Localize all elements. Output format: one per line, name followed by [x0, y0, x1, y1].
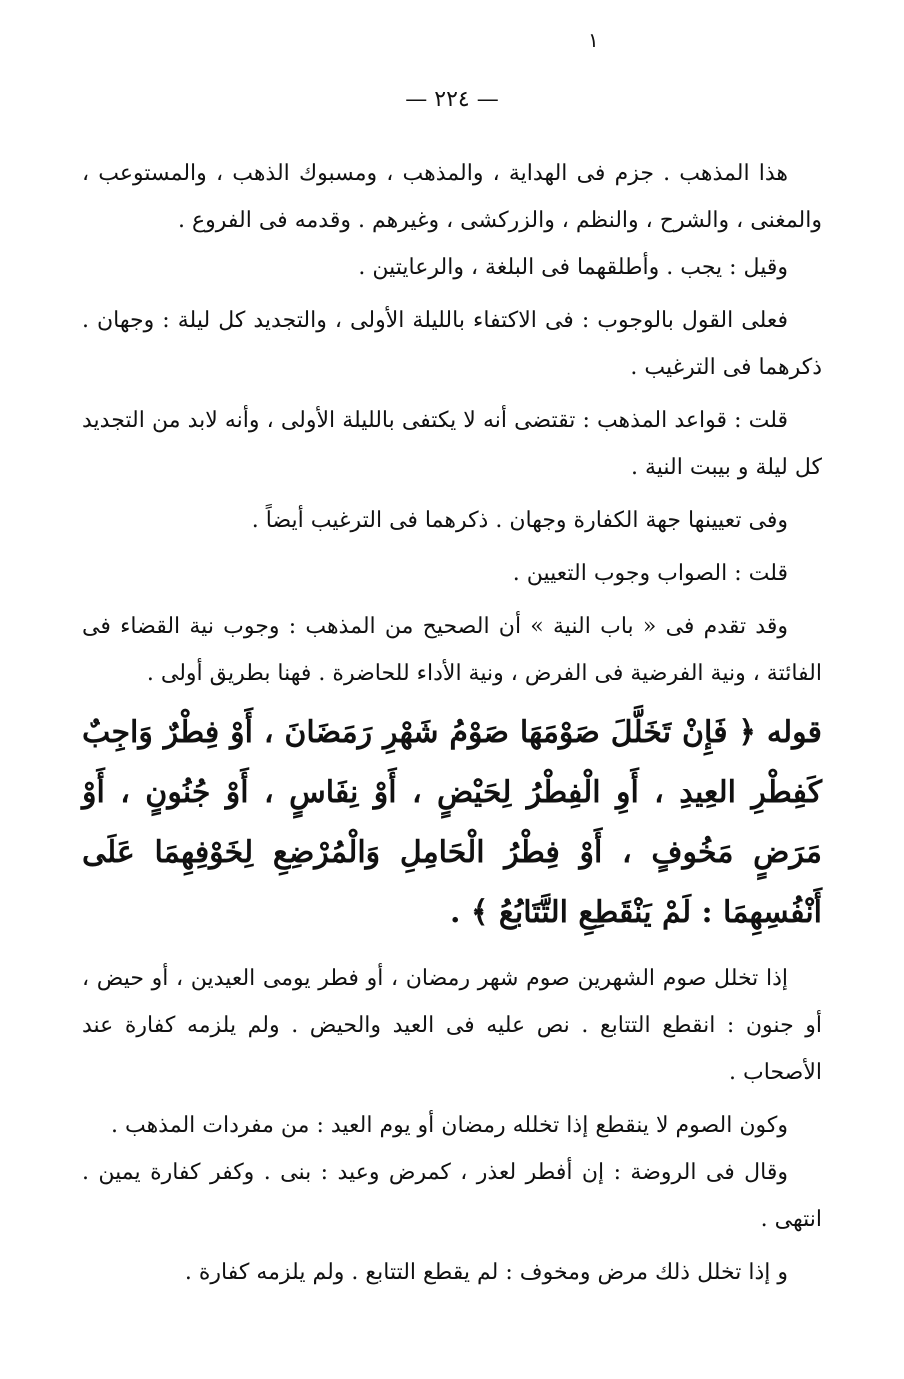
- paragraph-11: و إذا تخلل ذلك مرض ومخوف : لم يقطع التتابع . ولم يلزمه كفارة .: [184, 1260, 788, 1285]
- paragraph-2: وقيل : يجب . وأطلقهما فى البلغة ، والرعايتين .: [358, 255, 788, 280]
- paragraph-9: وكون الصوم لا ينقطع إذا تخلله رمضان أو يوم العيد : من مفردات المذهب .: [110, 1113, 788, 1138]
- paragraph-1: هذا المذهب . جزم فى الهداية ، والمذهب ، ومسبوك الذهب ، والمستوعب ، والمغنى ، والشرح ، والنظم ، والزركشى ، وغيرهم . وقدمه فى الفروع .: [82, 161, 822, 233]
- page-number: — ٢٢٤ —: [405, 87, 499, 112]
- quoted-text-heading: [82, 703, 822, 943]
- paragraph-7: وقد تقدم فى « باب النية » أن الصحيح من المذهب : وجوب نية القضاء فى الفائتة ، ونية الفرضية فى الفرض ، ونية الأداء للحاضرة . فهنا بطريق أولى .: [82, 614, 822, 686]
- paragraph-3: فعلى القول بالوجوب : فى الاكتفاء بالليلة الأولى ، والتجديد كل ليلة : وجهان . ذكرهما فى الترغيب .: [82, 308, 822, 380]
- heading-lead: قوله: [766, 715, 822, 750]
- paragraph-6: قلت : الصواب وجوب التعيين .: [512, 561, 788, 586]
- top-mark: ١: [588, 28, 599, 52]
- paragraph-5: وفى تعيينها جهة الكفارة وجهان . ذكرهما فى الترغيب أيضاً .: [251, 508, 788, 533]
- heading-text: ﴿ فَإِنْ تَخَلَّلَ صَوْمَهَا صَوْمُ شَهْرِ رَمَضَانَ ، أَوْ فِطْرٌ وَاجِبٌ كَفِطْرِ العِيدِ ، أَوِ الْفِطْرُ لِحَيْضٍ ، أَوْ نِفَاسٍ ، أَوْ جُنُونٍ ، أَوْ مَرَضٍ مَخُوفٍ ، أَوْ فِطْرُ الْحَامِلِ وَالْمُرْضِعِ لِخَوْفِهِمَا عَلَى أَنْفُسِهِمَا : لَمْ يَنْقَطِعِ التَّتَابُعُ ﴾ .: [82, 715, 823, 930]
- paragraph-10: وقال فى الروضة : إن أفطر لعذر ، كمرض وعيد : بنى . وكفر كفارة يمين . انتهى .: [82, 1160, 822, 1232]
- paragraph-8: إذا تخلل صوم الشهرين صوم شهر رمضان ، أو فطر يومى العيدين ، أو حيض ، أو جنون : انقطع التتابع . نص عليه فى العيد والحيض . ولم يلزمه كفارة عند الأصحاب .: [82, 966, 822, 1085]
- body-text: [82, 150, 822, 1296]
- paragraph-4: قلت : قواعد المذهب : تقتضى أنه لا يكتفى بالليلة الأولى ، وأنه لابد من التجديد كل ليلة و بيبت النية .: [82, 408, 822, 480]
